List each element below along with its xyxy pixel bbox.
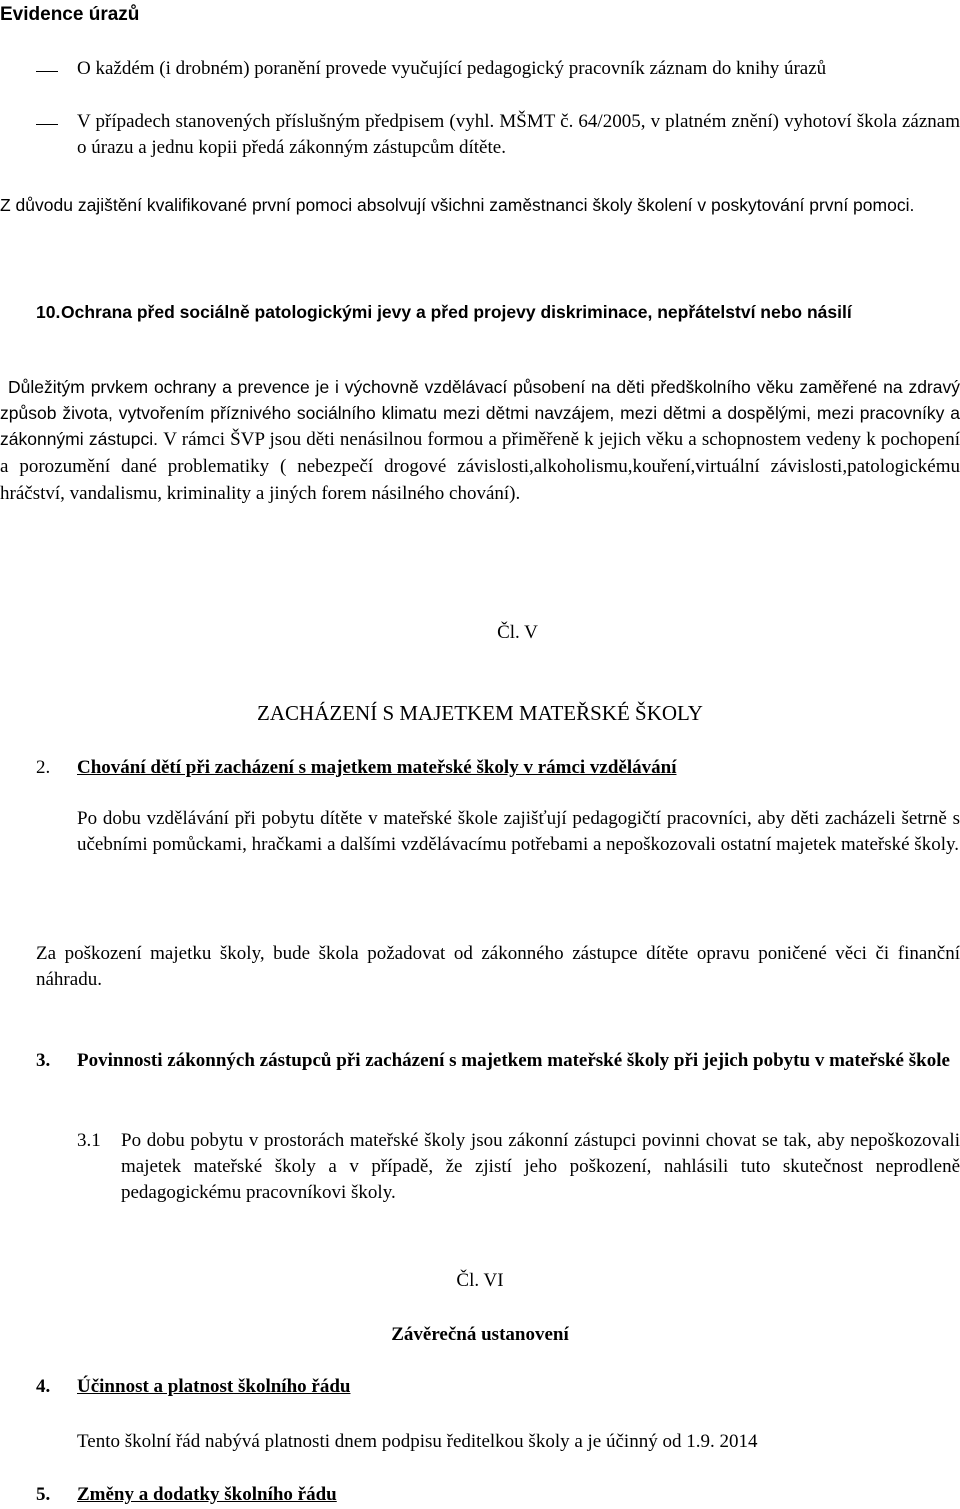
section-number: 10. xyxy=(36,302,61,322)
subsection-text: Po dobu pobytu v prostorách mateřské školy jsou zákonní zástupci povinni chovat se tak, aby nepoškozovali majetek mateřské školy a v případě, že zjistí jeho poškození, nahlásili tuto skutečnost neprodleně pedagogickému pracovníkovi školy. xyxy=(121,1130,960,1203)
section-number: 3. xyxy=(36,1050,51,1071)
section-title: Povinnosti zákonných zástupců při zacházení s majetkem mateřské školy při jejich pobytu v mateřské škole xyxy=(77,1050,950,1071)
subsection-number: 3.1 xyxy=(77,1130,101,1151)
section-title: Změny a dodatky školního řádu xyxy=(77,1484,337,1505)
article-label: Čl. VI xyxy=(456,1270,504,1291)
paragraph-sans-part: Důležitým prvkem ochrany a prevence je i výchovně vzdělávací působení na děti předškolního věku zaměřené na zdravý způsob života, vytvořením příznivého sociálního klimatu mezi dětmi navzájem, mezi dětmi a dospělými, mezi pracovníky a zákonnými zástupci. xyxy=(0,377,960,449)
section-number: 5. xyxy=(36,1484,51,1505)
damage-paragraph: Za poškození majetku školy, bude škola požadovat od zákonného zástupce dítěte opravu poničené věci či finanční náhradu. xyxy=(36,943,960,990)
section-title: Chování dětí při zacházení s majetkem mateřské školy v rámci vzdělávání xyxy=(77,757,677,778)
dash-bullet-icon xyxy=(36,71,58,72)
section-number: 4. xyxy=(36,1376,51,1397)
bullet-item: V případech stanovených příslušným předpisem (vyhl. MŠMT č. 64/2005, v platném znění) vyhotoví škola záznam o úrazu a jednu kopii předá zákonným zástupcům dítěte. xyxy=(77,111,960,158)
article-title: ZACHÁZENÍ S MAJETKEM MATEŘSKÉ ŠKOLY xyxy=(257,701,703,725)
section-paragraph xyxy=(0,374,960,507)
section-heading: Evidence úrazů xyxy=(0,4,140,25)
dash-bullet-icon xyxy=(36,124,58,125)
article-title: Závěrečná ustanovení xyxy=(391,1324,569,1345)
section-paragraph: Po dobu vzdělávání při pobytu dítěte v mateřské škole zajišťují pedagogičtí pracovníci, aby děti zacházeli šetrně s učebními pomůckami, hračkami a dalšími vzdělávacímu potřebami a nepoškozovali ostatní majetek mateřské školy. xyxy=(77,808,960,855)
first-aid-paragraph: Z důvodu zajištění kvalifikované první pomoci absolvují všichni zaměstnanci školy školení v poskytování první pomoci. xyxy=(0,195,915,215)
article-label: Čl. V xyxy=(497,622,538,643)
paragraph-serif-part: V rámci ŠVP jsou děti nenásilnou formou a přiměřeně k jejich věku a schopnostem vedeny k pochopení a porozumění dané problematiky ( nebezpečí drogové závislosti,alkoholismu,kouření,virtuální závislosti,patologickému hráčství, vandalismu, kriminality a jiných forem násilného chování). xyxy=(0,429,960,504)
section-title: Účinnost a platnost školního řádu xyxy=(77,1376,351,1397)
bullet-item: O každém (i drobném) poranění provede vyučující pedagogický pracovník záznam do knihy úrazů xyxy=(77,58,827,79)
section-title: Ochrana před sociálně patologickými jevy a před projevy diskriminace, nepřátelství nebo násilí xyxy=(61,302,852,322)
section-paragraph: Tento školní řád nabývá platnosti dnem podpisu ředitelkou školy a je účinný od 1.9. 2014 xyxy=(77,1431,758,1452)
section-number: 2. xyxy=(36,757,51,778)
